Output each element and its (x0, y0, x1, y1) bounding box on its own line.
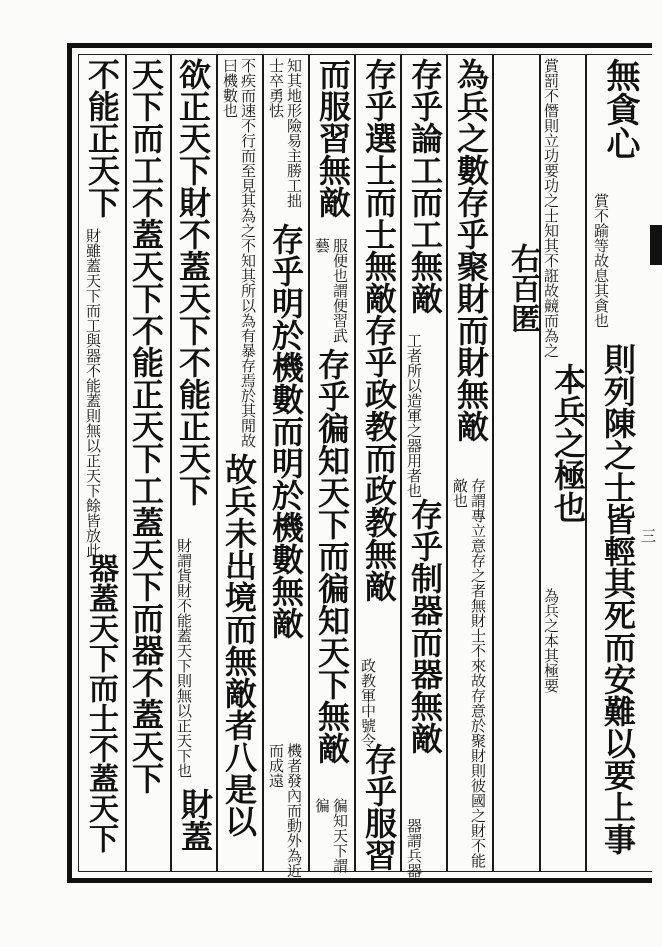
main-text: 器蓋天下而士不蓋天下 (83, 553, 118, 853)
commentary-text: 機者發內而動外為近而成遠 (267, 743, 303, 878)
text-column-1 (588, 58, 646, 873)
commentary-text: 工者所以造軍之器用者也 (405, 333, 423, 498)
commentary-text: 徧知天下謂徧 (313, 798, 349, 873)
text-column-3 (496, 58, 540, 873)
main-text: 為兵之數存乎聚財而財無敵 (452, 58, 490, 442)
main-text: 天下而工不蓋天下不能正天下工蓋天下而器不蓋天下 (127, 58, 165, 794)
main-text: 欲正天下財不蓋天下不能正天下 (174, 58, 212, 506)
text-column-10 (173, 58, 217, 873)
main-text: 存乎論工而工無敵 (406, 58, 444, 314)
margin-tab (650, 225, 662, 265)
main-text: 則列陳之士皆輕其死而安難以要上事 (599, 343, 637, 855)
text-column-12 (82, 58, 126, 873)
commentary-text: 知其地形險易主勝工拙士卒勇怯 (267, 58, 303, 208)
main-text: 存乎徧知天下而徧知天下無敵 (313, 348, 351, 764)
main-text: 而服習無敵 (314, 58, 352, 218)
commentary-text: 不疾而速不行而至見其為之不知其所以為有暴存焉於其閒故曰機數也 (221, 58, 257, 448)
commentary-text: 政教軍中號令 (359, 658, 377, 748)
commentary-text: 賞罰不僭則立功要功之士知其不誑故竸而為之 (542, 58, 560, 358)
main-text: 存乎制器而器無敵 (406, 498, 444, 754)
main-text: 財蓋 (176, 788, 214, 852)
text-column-7 (311, 58, 355, 873)
main-text: 存乎明於機數而明於機數無敵 (267, 223, 305, 639)
main-text: 存乎選士而士無敵存乎政教而政教無敵 (360, 58, 398, 602)
commentary-text: 財雖蓋天下而工與器不能蓋則無以正天下餘皆放此 (84, 228, 102, 558)
main-text: 無貪心 (600, 58, 640, 160)
main-text: 不能正天下 (83, 58, 121, 218)
commentary-text: 存謂專立意存之者無財士不來故存意於聚財則彼國之財不能敵也 (451, 478, 487, 868)
text-column-11 (127, 58, 171, 873)
text-column-6 (357, 58, 401, 873)
commentary-text: 賞不踰等故息其貪也 (592, 193, 610, 328)
main-text: 存乎服習 (360, 743, 398, 871)
text-column-9 (219, 58, 263, 873)
main-text: 故兵未出境而無敵者八是以 (220, 453, 258, 837)
margin-mark: 三 (641, 527, 657, 545)
commentary-text: 財謂貨財不能蓋天下則無以正天下也 (175, 538, 193, 778)
text-column-5 (403, 58, 447, 878)
commentary-text: 器謂兵器 (405, 818, 423, 878)
text-column-8 (265, 58, 309, 878)
main-text: 本兵之極也 (549, 363, 587, 523)
text-column-4 (449, 58, 493, 873)
text-column-2 (542, 58, 586, 873)
section-heading: 右百匿 (505, 243, 540, 333)
commentary-text: 為兵之本其極要 (542, 588, 560, 693)
commentary-text: 服便也謂便習武藝 (313, 238, 349, 343)
